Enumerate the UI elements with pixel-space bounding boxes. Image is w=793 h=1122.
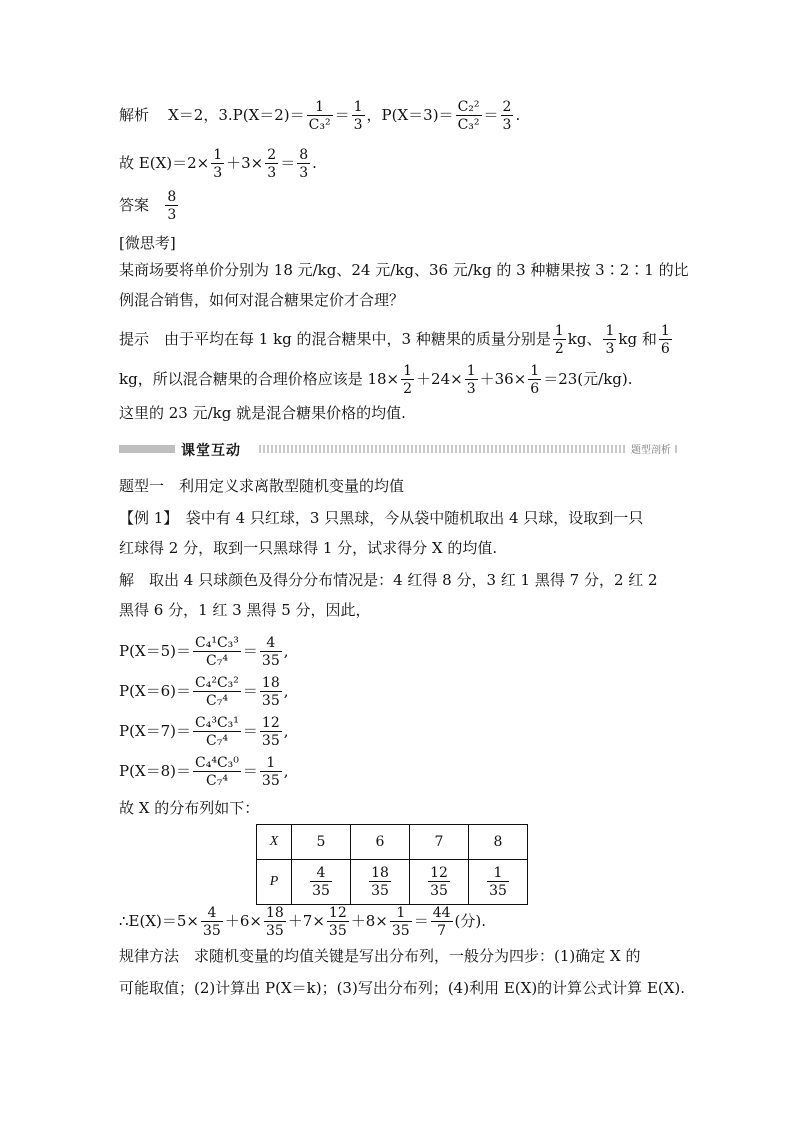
- fraction: $\frac{8}{3}$: [299, 147, 309, 181]
- solution-line-1: 解析 X＝2，3.P(X＝2)＝ $\frac{1}{\text{C₃²}}$ ＝ $\frac{1}{3}$ ，P(X＝3)＝ $\frac{\text{C₂²}}{\text{C₃²}}$ ＝ $\frac{2}{3}$ .: [119, 99, 521, 133]
- table-cell: 6: [351, 825, 410, 860]
- fraction: $\frac{1}{2}$: [403, 363, 413, 397]
- table-row: [257, 860, 528, 905]
- fraction: $\frac{12}{35}$: [261, 715, 280, 749]
- section-banner: [119, 440, 679, 458]
- fraction: $\frac{4}{35}$: [203, 905, 221, 939]
- hint-line-1: 提示 由于平均在每 1 kg 的混合糖果中，3 种糖果的质量分别是 $\frac{1}{2}$ kg、 $\frac{1}{3}$ kg 和 $\frac{1}{6}$: [119, 323, 670, 357]
- prob-line: P(X＝6)＝ $\frac{\text{C₄²C₃²}}{\text{C₇⁴}}$ ＝ $\frac{18}{35}$ ,: [119, 675, 289, 709]
- think-question-1: 某商场要将单价分别为 18 元/kg、24 元/kg、36 元/kg 的 3 种糖果按 3∶2∶1 的比: [119, 261, 689, 279]
- fraction: $\frac{\text{C₄⁴C₃⁰}}{\text{C₇⁴}}$: [195, 755, 239, 789]
- method-line-1: 规律方法 求随机变量的均值关键是写出分布列，一般分为四步：(1)确定 X 的: [119, 947, 641, 965]
- fraction: $\frac{1}{2}$: [554, 323, 564, 357]
- fraction: $\frac{\text{C₄¹C₃³}}{\text{C₇⁴}}$: [195, 635, 239, 669]
- banner-bar-left: [119, 445, 175, 453]
- think-header: [微思考]: [119, 234, 176, 252]
- table-cell: 7: [410, 825, 469, 860]
- fraction: $\frac{1}{3}$: [213, 147, 223, 181]
- table-header-x: X: [257, 825, 292, 860]
- table-cell: 5: [292, 825, 351, 860]
- fraction: $\frac{\text{C₄²C₃²}}{\text{C₇⁴}}$: [195, 675, 239, 709]
- fraction: $\frac{\text{C₂²}}{\text{C₃²}}$: [457, 99, 480, 133]
- table-cell: $\frac{1}{35}$: [469, 860, 528, 905]
- fraction: $\frac{44}{7}$: [432, 905, 451, 939]
- fraction: $\frac{1}{3}$: [353, 99, 363, 133]
- example-line-1: 【例 1】 袋中有 4 只红球，3 只黑球，今从袋中随机取出 4 只球，设取到一只: [119, 509, 644, 527]
- fraction: $\frac{1}{3}$: [466, 363, 476, 397]
- fraction: $\frac{2}{3}$: [502, 99, 512, 133]
- fraction: $\frac{18}{35}$: [265, 905, 284, 939]
- fraction: $\frac{1}{3}$: [605, 323, 615, 357]
- fraction: $\frac{1}{6}$: [660, 323, 670, 357]
- fraction: $\frac{4}{35}$: [261, 635, 280, 669]
- table-cell: $\frac{4}{35}$: [292, 860, 351, 905]
- answer-line: [119, 190, 683, 222]
- table-cell: $\frac{12}{35}$: [410, 860, 469, 905]
- solution-label: 解析: [119, 106, 150, 124]
- answer-fraction: $\frac{8}{3}$: [167, 189, 177, 223]
- think-question-2: 例混合销售，如何对混合糖果定价才合理？: [119, 291, 405, 309]
- fraction: $\frac{\text{C₄³C₃¹}}{\text{C₇⁴}}$: [195, 715, 239, 749]
- distribution-table: [256, 824, 528, 905]
- table-header-p: P: [257, 860, 292, 905]
- solution-text: X＝2，3.P(X＝2)＝: [168, 106, 305, 124]
- example-line-2: 红球得 2 分，取到一只黑球得 1 分，试求得分 X 的均值.: [119, 539, 498, 557]
- banner-title: 课堂互动: [181, 443, 241, 459]
- method-line-2: 可能取值；(2)计算出 P(X＝k)；(3)写出分布列；(4)利用 E(X)的计算公式计算 E(X).: [119, 979, 686, 997]
- solution-text-1: 解 取出 4 只球颜色及得分分布情况是：4 红得 8 分，3 红 1 黑得 7 分，2 红 2: [119, 571, 658, 589]
- prob-line: P(X＝5)＝ $\frac{\text{C₄¹C₃³}}{\text{C₇⁴}}$ ＝ $\frac{4}{35}$ ,: [119, 635, 289, 669]
- fraction: $\frac{1}{\text{C₃²}}$: [308, 99, 331, 133]
- banner-bar-right: [259, 445, 679, 453]
- fraction: $\frac{18}{35}$: [261, 675, 280, 709]
- table-cell: 8: [469, 825, 528, 860]
- expectation-line: ∴E(X)＝5× $\frac{4}{35}$ ＋6× $\frac{18}{35}$ ＋7× $\frac{12}{35}$ ＋8× $\frac{1}{35}$ ＝ $\frac{44}{7}$ (分).: [119, 905, 487, 939]
- table-cell: $\frac{18}{35}$: [351, 860, 410, 905]
- hint-conclusion: 这里的 23 元/kg 就是混合糖果价格的均值.: [119, 404, 406, 422]
- hint-line-2: kg，所以混合糖果的合理价格应该是 18× $\frac{1}{2}$ ＋24× $\frac{1}{3}$ ＋36× $\frac{1}{6}$ ＝23(元/kg).: [119, 363, 633, 397]
- table-row: [257, 825, 528, 860]
- banner-tag: 题型剖析: [627, 441, 675, 456]
- solution-text-2: 黑得 6 分，1 红 3 黑得 5 分，因此，: [119, 601, 371, 619]
- type1-title: 题型一 利用定义求离散型随机变量的均值: [119, 477, 405, 495]
- fraction: $\frac{1}{35}$: [261, 755, 280, 789]
- fraction: $\frac{1}{35}$: [391, 905, 410, 939]
- solution-line-2: 故 E(X)＝2× $\frac{1}{3}$ ＋3× $\frac{2}{3}$ ＝ $\frac{8}{3}$ .: [119, 147, 317, 181]
- prob-line: P(X＝7)＝ $\frac{\text{C₄³C₃¹}}{\text{C₇⁴}}$ ＝ $\frac{12}{35}$ ,: [119, 715, 289, 749]
- answer-label: 答案: [119, 196, 150, 214]
- prob-line: P(X＝8)＝ $\frac{\text{C₄⁴C₃⁰}}{\text{C₇⁴}}$ ＝ $\frac{1}{35}$ ,: [119, 755, 289, 789]
- fraction: $\frac{2}{3}$: [267, 147, 277, 181]
- distribution-intro: 故 X 的分布列如下：: [119, 799, 260, 817]
- fraction: $\frac{12}{35}$: [328, 905, 347, 939]
- fraction: $\frac{1}{6}$: [530, 363, 540, 397]
